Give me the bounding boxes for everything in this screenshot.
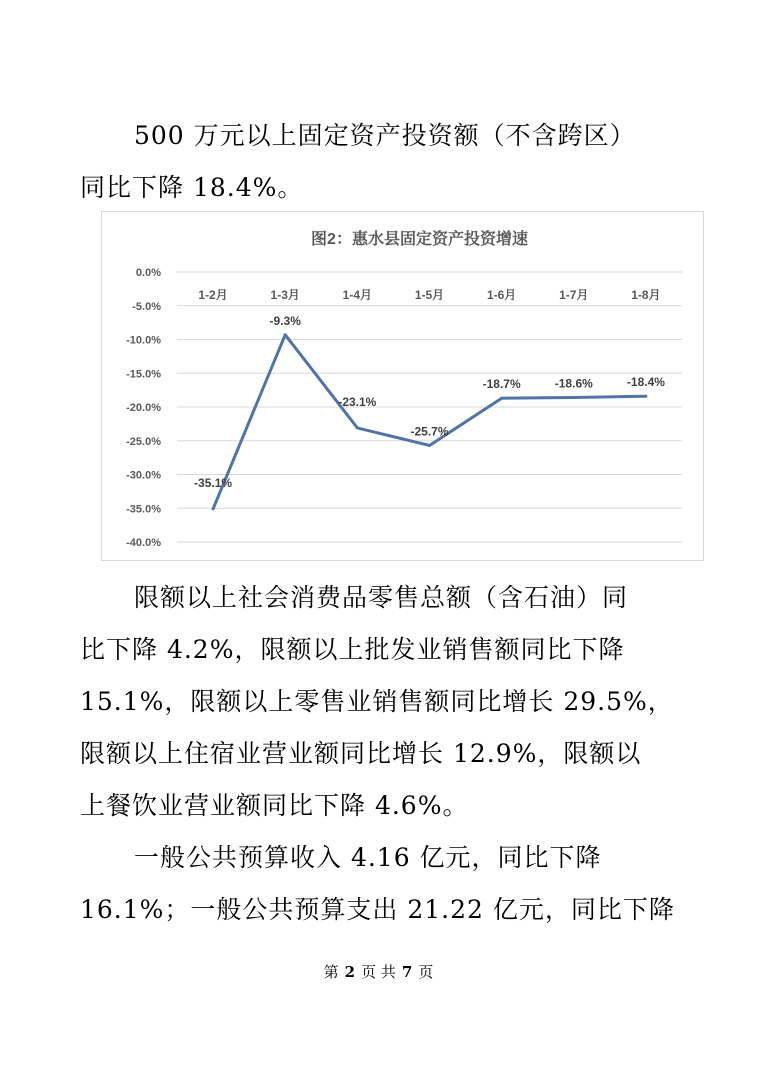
chart-container [101, 211, 704, 561]
data-label: -18.6% [554, 376, 593, 391]
y-tick-label: -10.0% [126, 334, 161, 347]
text-line: 同比下降 18.4%。 [80, 173, 304, 202]
text-line: 上餐饮业营业额同比下降 4.6%。 [80, 791, 469, 820]
x-tick-label: 1-2月 [198, 288, 228, 302]
y-tick-label: -5.0% [132, 300, 161, 313]
y-tick-label: -15.0% [126, 368, 161, 381]
data-label: -25.7% [410, 424, 449, 439]
data-point [212, 507, 215, 510]
footer-prefix: 第 [323, 963, 339, 981]
y-tick-label: -30.0% [126, 469, 161, 482]
x-tick-label: 1-6月 [486, 288, 517, 302]
footer-suffix: 页 [418, 963, 434, 981]
x-tick-label: 1-5月 [414, 288, 445, 302]
data-label: -18.4% [626, 375, 665, 390]
data-point [284, 333, 287, 336]
y-tick-label: -35.0% [126, 503, 161, 516]
y-tick-label: -25.0% [126, 435, 161, 448]
text-line: 16.1%；一般公共预算支出 21.22 亿元，同比下降 [80, 895, 675, 924]
page-footer [0, 961, 757, 982]
text-line: 限额以上住宿业营业额同比增长 12.9%，限额以 [80, 739, 642, 768]
data-point [572, 396, 575, 399]
data-label: -23.1% [338, 394, 377, 409]
line-chart [102, 212, 703, 560]
data-point [356, 426, 359, 429]
text-line: 限额以上社会消费品零售总额（含石油）同 [134, 583, 629, 612]
data-point [428, 444, 431, 447]
y-tick-label: -20.0% [126, 402, 161, 414]
text-line: 15.1%，限额以上零售业销售额同比增长 29.5%， [80, 687, 674, 716]
data-label: -18.7% [482, 377, 521, 392]
series-line [213, 335, 646, 509]
x-tick-label: 1-7月 [559, 288, 589, 302]
data-point [500, 397, 503, 400]
x-tick-label: 1-8月 [631, 288, 661, 302]
total-page-number: 7 [401, 963, 413, 981]
text-line: 一般公共预算收入 4.16 亿元，同比下降 [134, 843, 602, 872]
x-tick-label: 1-3月 [270, 288, 300, 302]
data-label: -35.1% [194, 475, 233, 490]
text-line: 500 万元以上固定资产投资额（不含跨区） [134, 121, 636, 150]
text-line: 比下降 4.2%，限额以上批发业销售额同比下降 [80, 635, 625, 664]
data-label: -9.3% [269, 313, 301, 328]
y-tick-label: 0.0% [135, 267, 161, 279]
y-tick-label: -40.0% [126, 537, 161, 549]
x-tick-label: 1-4月 [342, 288, 373, 302]
current-page-number: 2 [344, 963, 356, 981]
data-point [644, 395, 647, 398]
footer-mid: 页 共 [361, 963, 396, 981]
chart-title: 图2：惠水县固定资产投资增速 [311, 231, 528, 248]
